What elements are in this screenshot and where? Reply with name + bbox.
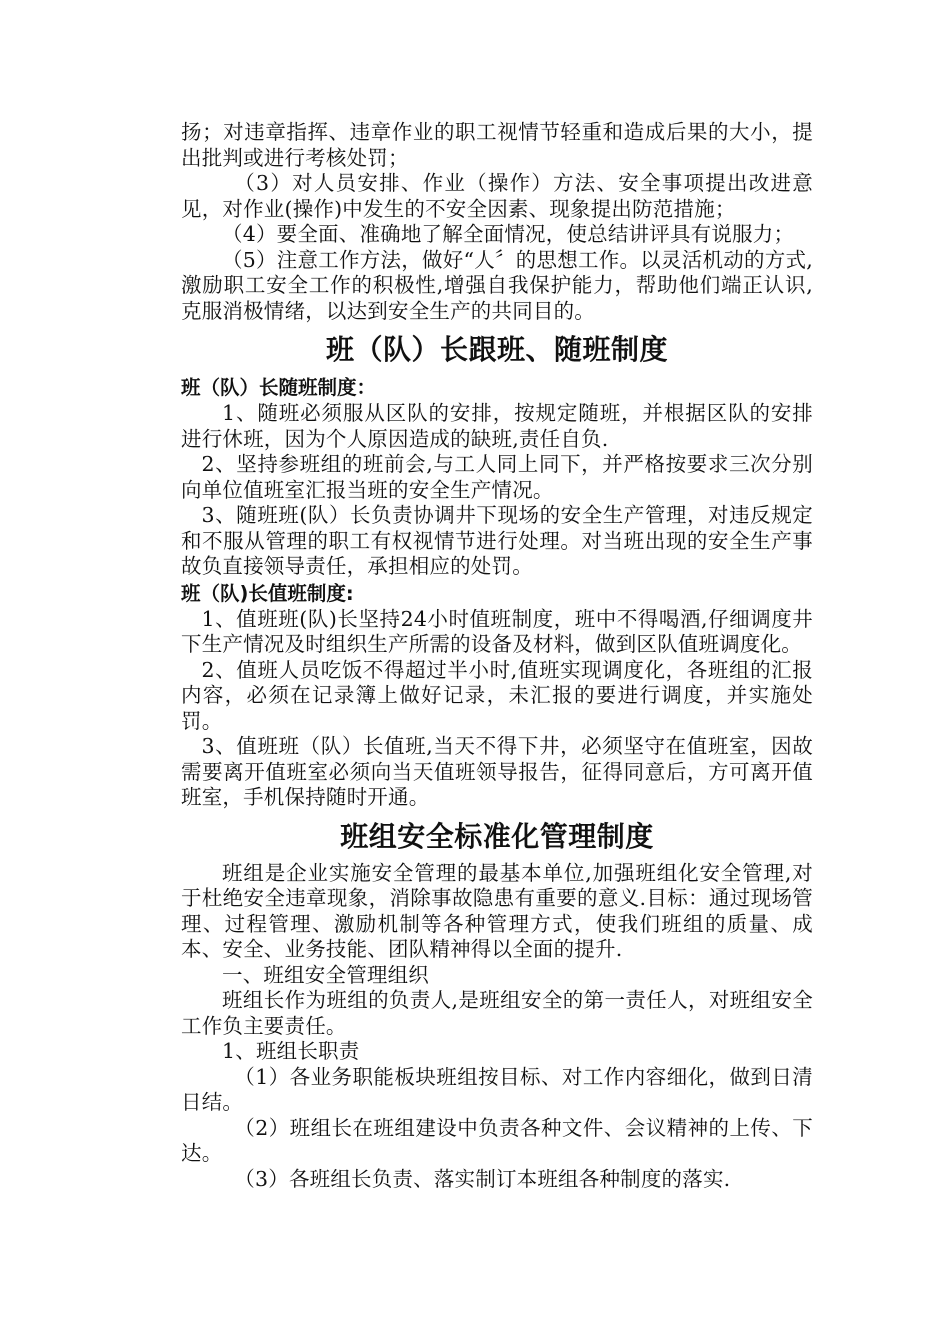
follow-shift-item-1: 1、随班必须服从区队的安排，按规定随班，并根据区队的安排进行休班，因为个人原因造成的缺班,责任自负. — [181, 401, 813, 451]
duty-heading: 1、班组长职责 — [222, 1039, 360, 1063]
duty-item-2: （2）班组长在班组建设中负责各种文件、会议精神的上传、下达。 — [181, 1115, 813, 1165]
document-page — [181, 120, 813, 1192]
subheading-follow-shift: 班（队）长随班制度： — [181, 376, 377, 399]
duty-item-1: （1）各业务职能板块班组按目标、对工作内容细化，做到日清日结。 — [181, 1064, 813, 1114]
subheading-on-duty: 班（队)长值班制度: — [181, 581, 354, 605]
section-title-shift-duty: 班（队）长跟班、随班制度 — [325, 333, 668, 366]
on-duty-item-3: 3、值班班（队）长值班,当天不得下井，必须坚守在值班室，因故需要离开值班室必须向当天值班领导报告，征得同意后，方可离开值班室，手机保持随时开通。 — [181, 734, 813, 809]
team-safety-intro: 班组是企业实施安全管理的最基本单位,加强班组化安全管理,对于杜绝安全违章现象，消除事故隐患有重要的意义.目标：通过现场管理、过程管理、激励机制等各种管理方式，使我们班组的质量、成本、安全、业务技能、团队精神得以全面的提升. — [181, 860, 813, 961]
duty-item-3: （3）各班组长负责、落实制订本班组各种制度的落实. — [234, 1166, 731, 1191]
paragraph-top-3: （4）要全面、准确地了解全面情况，使总结讲评具有说服力； — [222, 222, 795, 246]
org-text: 班组长作为班组的负责人,是班组安全的第一责任人，对班组安全工作负主要责任。 — [181, 988, 813, 1038]
follow-shift-item-3: 3、随班班(队）长负责协调井下现场的安全生产管理，对违反规定和不服从管理的职工有权视情节进行处理。对当班出现的安全生产事故负直接领导责任，承担相应的处罚。 — [181, 503, 813, 578]
on-duty-item-1: 1、值班班(队)长坚持24小时值班制度，班中不得喝酒,仔细调度井下生产情况及时组织生产所需的设备及材料，做到区队值班调度化。 — [181, 606, 813, 656]
on-duty-item-2: 2、值班人员吃饭不得超过半小时,值班实现调度化，各班组的汇报内容，必须在记录簿上做好记录，未汇报的要进行调度，并实施处罚。 — [181, 657, 813, 733]
paragraph-top-2: （3）对人员安排、作业（操作）方法、安全事项提出改进意见，对作业(操作)中发生的不安全因素、现象提出防范措施； — [181, 171, 813, 221]
paragraph-top-4: （5）注意工作方法，做好“人〞的思想工作。以灵活机动的方式,激励职工安全工作的积极性,增强自我保护能力，帮助他们端正认识,克服消极情绪，以达到安全生产的共同目的。 — [181, 247, 813, 323]
paragraph-top-1: 扬；对违章指挥、违章作业的职工视情节轻重和造成后果的大小，提出批判或进行考核处罚； — [181, 120, 813, 170]
org-heading: 一、班组安全管理组织 — [222, 962, 429, 987]
follow-shift-item-2: 2、坚持参班组的班前会,与工人同上同下，并严格按要求三次分别向单位值班室汇报当班的安全生产情况。 — [181, 452, 813, 502]
section-title-team-safety: 班组安全标准化管理制度 — [340, 819, 654, 853]
